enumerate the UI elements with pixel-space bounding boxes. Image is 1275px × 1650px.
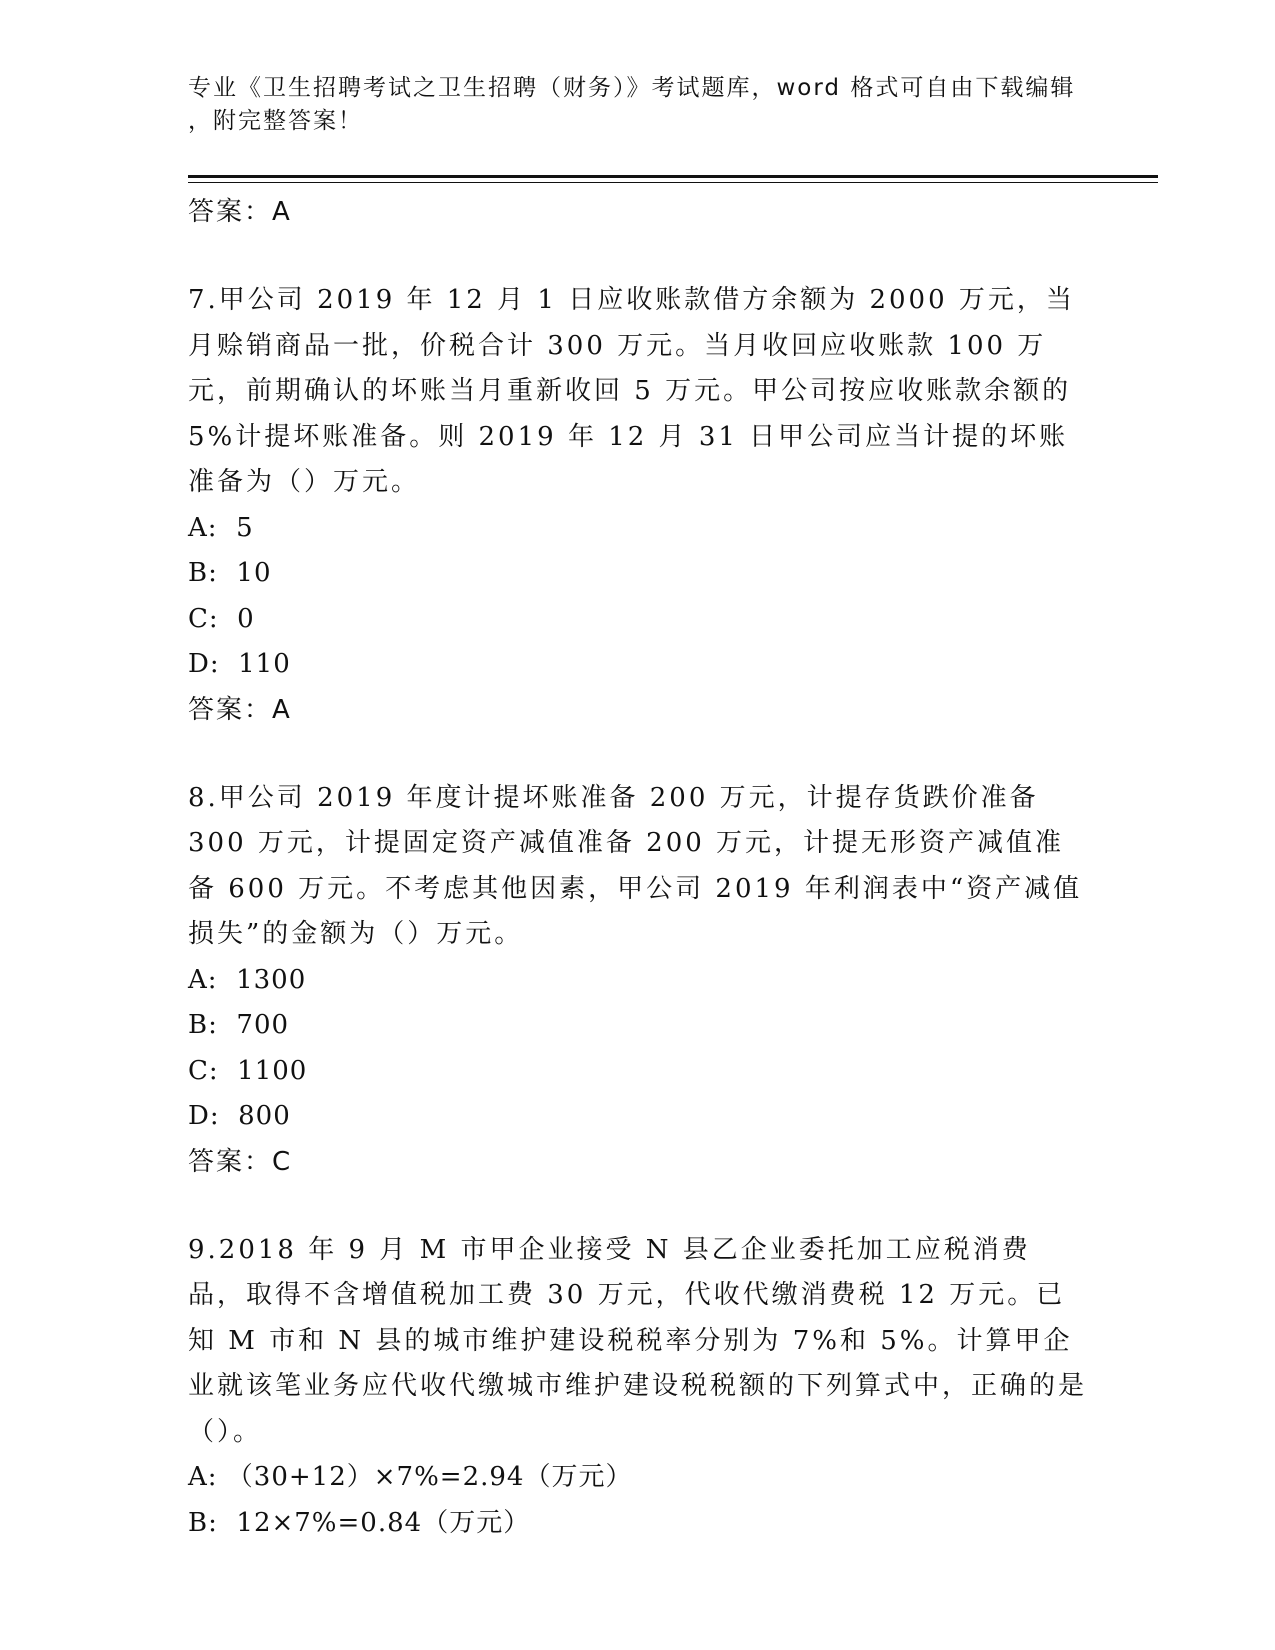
question-list — [188, 190, 1088, 1546]
question-stem: 9.2018 年 9 月 M 市甲企业接受 N 县乙企业委托加工应税消费品，取得不含增值税加工费 30 万元，代收代缴消费税 12 万元。已知 M 市和 N 县的城市维护建设税税率分别为 7%和 5%。计算甲企业就该笔业务应代收代缴城市维护建设税税额的下列算式中，正确的是（）。 — [188, 1234, 1088, 1447]
answer: 答案：C — [188, 1146, 293, 1177]
option-a: A: 5 — [188, 512, 254, 543]
header-line-2: ，附完整答案！ — [188, 108, 363, 134]
document-header — [188, 72, 1088, 138]
option-b: B: 10 — [188, 558, 272, 588]
option-d: D: 800 — [188, 1101, 291, 1131]
option-b: B: 700 — [188, 1010, 290, 1040]
option-c: C: 1100 — [188, 1055, 308, 1086]
previous-answer: 答案：A — [188, 197, 292, 227]
header-rule-thin — [188, 182, 1158, 183]
header-line-1: 专业《卫生招聘考试之卫生招聘（财务）》考试题库，word 格式可自由下载编辑 — [188, 75, 1076, 101]
question-stem: 8.甲公司 2019 年度计提坏账准备 200 万元，计提存货跌价准备 300 万元，计提固定资产减值准备 200 万元，计提无形资产减值准备 600 万元。不考虑其他因素，甲公司 2019 年利润表中“资产减值损失”的金额为（）万元。 — [188, 782, 1083, 949]
answer: 答案：A — [188, 694, 292, 725]
question-9 — [188, 1228, 1088, 1547]
option-a: A: （30+12）×7%=2.94（万元） — [188, 1462, 633, 1492]
question-8 — [188, 776, 1088, 1184]
option-b: B: 12×7%=0.84（万元） — [188, 1507, 531, 1538]
question-7 — [188, 278, 1088, 732]
header-rule-thick — [188, 175, 1158, 178]
option-a: A: 1300 — [188, 964, 307, 995]
option-c: C: 0 — [188, 603, 255, 634]
question-stem: 7.甲公司 2019 年 12 月 1 日应收账款借方余额为 2000 万元，当月赊销商品一批，价税合计 300 万元。当月收回应收账款 100 万元，前期确认的坏账当月重新收回 5 万元。甲公司按应收账款余额的 5%计提坏账准备。则 2019 年 12 月 31 日甲公司应当计提的坏账准备为（）万元。 — [188, 285, 1075, 497]
option-d: D: 110 — [188, 649, 291, 679]
